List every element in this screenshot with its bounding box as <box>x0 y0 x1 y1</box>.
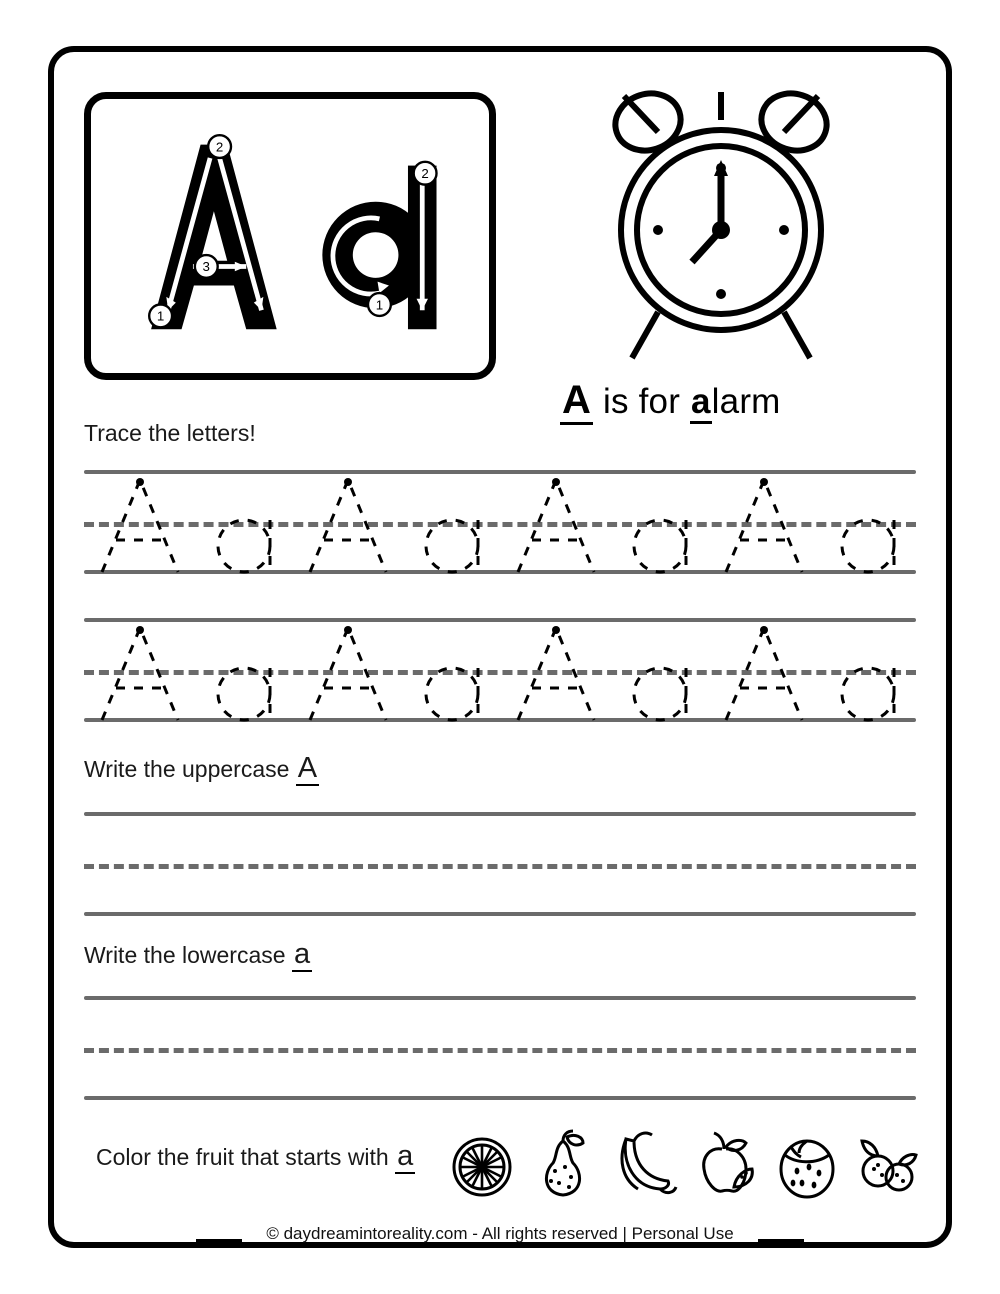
pear-icon[interactable] <box>527 1125 599 1205</box>
svg-text:1: 1 <box>375 297 384 313</box>
picture-caption <box>560 378 960 424</box>
banana-icon[interactable] <box>608 1125 680 1205</box>
apple-slice-icon[interactable] <box>690 1125 762 1205</box>
write-lowercase-text: Write the lowercase <box>84 942 292 968</box>
rule-top-lower <box>84 996 916 1000</box>
alarm-clock-illustration <box>596 72 846 372</box>
model-lowercase-a <box>322 162 436 329</box>
model-letter-box <box>84 92 496 380</box>
fruit-choices <box>446 1122 924 1208</box>
write-uppercase-letter: A <box>297 752 318 784</box>
write-lowercase-instruction <box>84 938 312 971</box>
color-fruit-letter: a <box>397 1140 414 1172</box>
trace-row-1-svg <box>84 470 916 580</box>
alarm-clock-icon <box>596 72 846 372</box>
orange-slice-icon[interactable] <box>446 1125 518 1205</box>
caption-middle: is for <box>593 382 690 421</box>
rule-mid-upper <box>84 864 916 869</box>
svg-text:1: 1 <box>156 308 165 324</box>
caption-letter: A <box>560 378 593 425</box>
rule-bottom-upper <box>84 912 916 916</box>
color-fruit-text: Color the fruit that starts with <box>96 1144 396 1170</box>
write-uppercase-text: Write the uppercase <box>84 756 296 782</box>
uppercase-practice-lines <box>84 812 916 918</box>
trace-instruction: Trace the letters! <box>84 420 256 446</box>
model-letters-svg <box>91 99 489 373</box>
rule-bottom-lower <box>84 1096 916 1100</box>
svg-text:3: 3 <box>202 259 210 275</box>
lowercase-practice-lines <box>84 996 916 1102</box>
berries-icon[interactable] <box>852 1125 924 1205</box>
trace-letters-row-1 <box>84 470 916 580</box>
watermelon-icon[interactable] <box>771 1125 843 1205</box>
footer-credit: © daydreamintoreality.com - All rights reserved | Personal Use <box>266 1224 734 1243</box>
svg-text:2: 2 <box>421 165 429 181</box>
svg-text:2: 2 <box>215 139 224 155</box>
trace-letters-row-2 <box>84 618 916 728</box>
trace-row-2-svg <box>84 618 916 728</box>
caption-word-rest: larm <box>711 382 781 421</box>
caption-word-start: a <box>690 382 712 424</box>
rule-top-upper <box>84 812 916 816</box>
write-uppercase-instruction <box>84 752 319 785</box>
write-lowercase-letter: a <box>293 938 311 970</box>
rule-mid-lower <box>84 1048 916 1053</box>
model-uppercase-A <box>149 135 276 329</box>
color-fruit-instruction <box>96 1140 415 1173</box>
